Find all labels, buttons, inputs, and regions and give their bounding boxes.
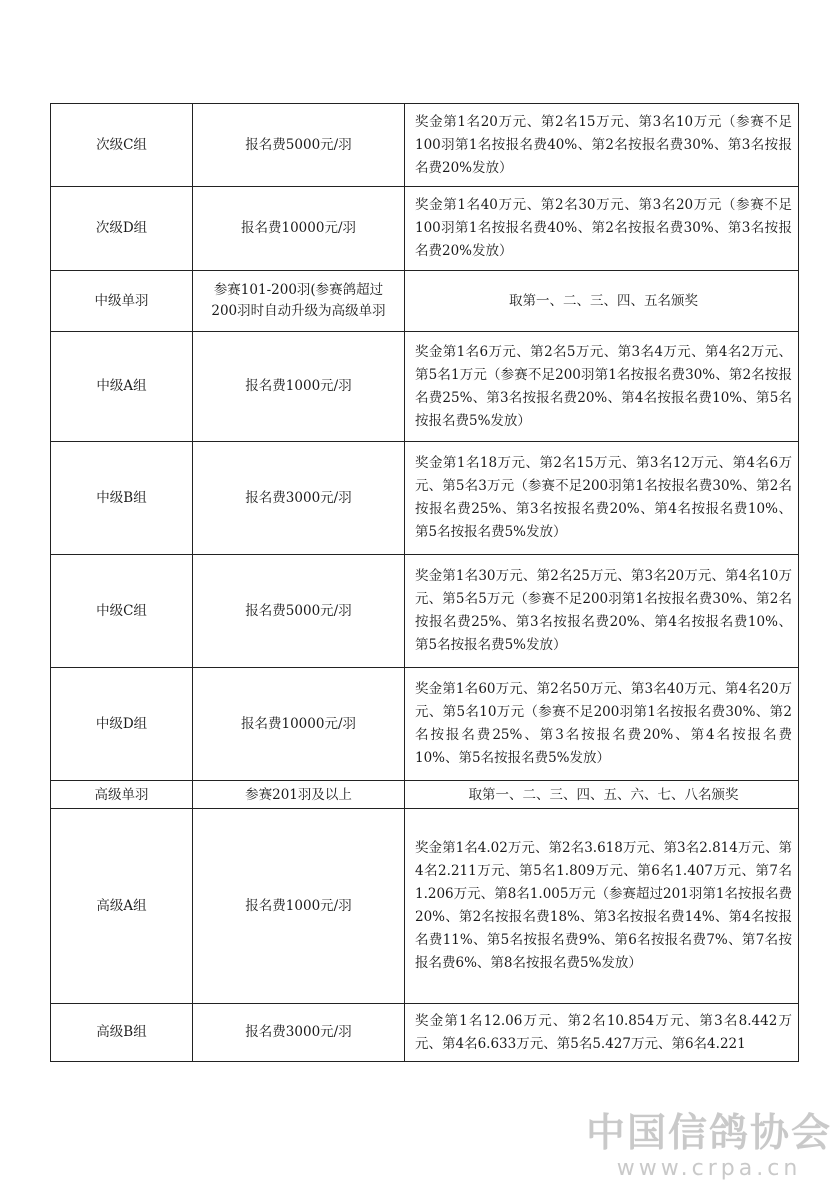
watermark-url: www.crpa.cn <box>616 1156 802 1181</box>
table-row <box>51 809 799 1004</box>
prize-description: 奖金第1名40万元、第2名30万元、第3名20万元（参赛不足100羽第1名按报名费40%、第2名按报名费30%、第3名按报名费20%发放） <box>405 187 799 271</box>
prize-description: 奖金第1名12.06万元、第2名10.854万元、第3名8.442万元、第4名6.633万元、第5名5.427万元、第6名4.221 <box>405 1004 799 1062</box>
group-name: 高级单羽 <box>51 781 193 809</box>
group-name: 次级C组 <box>51 104 193 187</box>
group-name: 次级D组 <box>51 187 193 271</box>
table-row <box>51 332 799 442</box>
watermark-name: 中国信鸽协会 <box>585 1111 832 1156</box>
prize-description: 奖金第1名20万元、第2名15万元、第3名10万元（参赛不足100羽第1名按报名费40%、第2名按报名费30%、第3名按报名费20%发放） <box>405 104 799 187</box>
entry-fee: 报名费3000元/羽 <box>193 1004 405 1062</box>
prize-description: 奖金第1名4.02万元、第2名3.618万元、第3名2.814万元、第4名2.211万元、第5名1.809万元、第6名1.407万元、第7名1.206万元、第8名1.005万元（参赛超过201羽第1名按报名费20%、第2名按报名费18%、第3名按报名费14%、第4名按报名费11%、第5名按报名费9%、第6名按报名费7%、第7名按报名费6%、第8名按报名费5%发放） <box>405 809 799 1004</box>
table-row <box>51 104 799 187</box>
group-name: 高级A组 <box>51 809 193 1004</box>
entry-fee: 参赛201羽及以上 <box>193 781 405 809</box>
prize-description: 取第一、二、三、四、五、六、七、八名颁奖 <box>405 781 799 809</box>
entry-fee: 报名费1000元/羽 <box>193 332 405 442</box>
prize-description: 奖金第1名30万元、第2名25万元、第3名20万元、第4名10万元、第5名5万元（参赛不足200羽第1名按报名费30%、第2名按报名费25%、第3名按报名费20%、第4名按报名费10%、第5名按报名费5%发放） <box>405 555 799 668</box>
entry-fee: 报名费1000元/羽 <box>193 809 405 1004</box>
prize-description: 取第一、二、三、四、五名颁奖 <box>405 271 799 332</box>
group-name: 高级B组 <box>51 1004 193 1062</box>
watermark <box>586 1112 832 1182</box>
group-name: 中级单羽 <box>51 271 193 332</box>
entry-fee: 报名费5000元/羽 <box>193 555 405 668</box>
table-row <box>51 187 799 271</box>
group-name: 中级D组 <box>51 668 193 781</box>
prize-description: 奖金第1名60万元、第2名50万元、第3名40万元、第4名20万元、第5名10万元（参赛不足200羽第1名按报名费30%、第2名按报名费25%、第3名按报名费20%、第4名按报名费10%、第5名按报名费5%发放） <box>405 668 799 781</box>
entry-fee: 参赛101-200羽(参赛鸽超过200羽时自动升级为高级单羽 <box>193 271 405 332</box>
group-name: 中级C组 <box>51 555 193 668</box>
entry-fee: 报名费10000元/羽 <box>193 668 405 781</box>
group-name: 中级A组 <box>51 332 193 442</box>
entry-fee: 报名费5000元/羽 <box>193 104 405 187</box>
table-row <box>51 1004 799 1062</box>
table-row <box>51 781 799 809</box>
table-row <box>51 668 799 781</box>
table-row <box>51 555 799 668</box>
entry-fee: 报名费10000元/羽 <box>193 187 405 271</box>
prize-table <box>50 103 799 1062</box>
entry-fee: 报名费3000元/羽 <box>193 442 405 555</box>
group-name: 中级B组 <box>51 442 193 555</box>
prize-description: 奖金第1名6万元、第2名5万元、第3名4万元、第4名2万元、第5名1万元（参赛不足200羽第1名按报名费30%、第2名按报名费25%、第3名按报名费20%、第4名按报名费10%、第5名按报名费5%发放） <box>405 332 799 442</box>
table-row <box>51 271 799 332</box>
table-row <box>51 442 799 555</box>
prize-description: 奖金第1名18万元、第2名15万元、第3名12万元、第4名6万元、第5名3万元（参赛不足200羽第1名按报名费30%、第2名按报名费25%、第3名按报名费20%、第4名按报名费10%、第5名按报名费5%发放） <box>405 442 799 555</box>
